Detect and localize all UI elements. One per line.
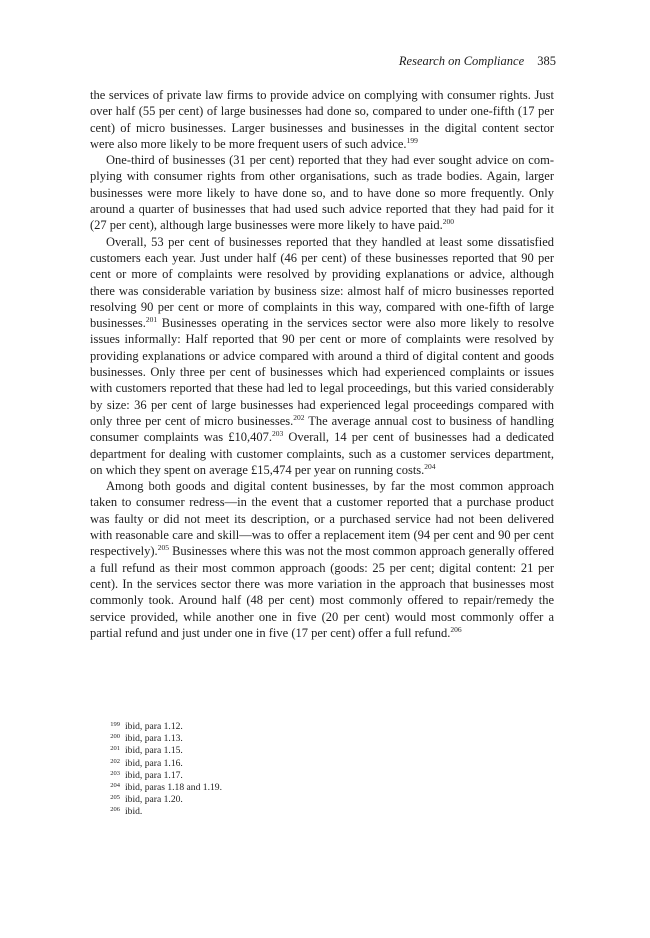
body-text [90,87,554,641]
footnote: 206 ibid. [110,806,143,818]
footnote-ref: 199 [406,135,418,145]
footnote: 201 ibid, para 1.15. [110,745,183,757]
footnote-text: ibid, para 1.12. [125,721,183,732]
footnote-text: ibid. [125,806,143,818]
paragraph [90,152,554,233]
footnote: 200 ibid, para 1.13. [110,733,183,745]
paragraph [90,87,554,152]
text-run: Overall, 14 per cent of businesses had a dedicated department for dealing with customer complaints, such as a customer services department, on which they spent on average £15,474 per year on running costs. [90,430,555,477]
footnote-ref: 205 [157,543,169,553]
running-head-title: Research on Compliance [398,54,525,68]
text-run: the services of private law firms to provide advice on complying with consumer rights. Just over half (55 per cent) of large businesses had done so, compared to under one-fifth (17 per cent) of micro businesses. Larger businesses and businesses in the digital content sector were also more likely to be more frequent users of such advice. [90,88,554,151]
footnote-text: ibid, para 1.17. [125,769,183,781]
footnote-text: ibid, para 1.15. [125,745,183,757]
text-run: Overall, 53 per cent of businesses reported that they handled at least some dissatisfied customers each year. Just under half (46 per cent) of these businesses reported that 90 per cent or more of complaints were resolved by providing explanations or advice, although there was considerable variation by business size: almost half of micro businesses reported resolving 90 per cent or more of complaints in this way, compared with one-fifth of large businesses. [90,234,554,331]
text-run: Businesses operating in the services sector were also more likely to resolve issues informally: Half reported that 90 per cent or more of complaints were resolved by providing explanations or advice compared with around a third of digital content and goods businesses. Only three per cent of businesses which had experienced complaints or issues with customers reported that these had led to legal proceedings, but this varied considerably by size: 36 per cent of large businesses had experienced legal proceedings compared with only three per cent of micro businesses. [90,316,554,428]
footnote: 199 ibid, para 1.12. [110,721,183,732]
footnote-ref: 202 [293,412,305,422]
footnote-ref: 203 [272,429,284,439]
footnote-text: ibid, para 1.13. [125,733,183,745]
paragraph [90,478,554,641]
text-run: One-third of businesses (31 per cent) reported that they had ever sought advice on complying with consumer rights from other organisations, such as trade bodies. Again, larger businesses were more likely to have done so, and to have done so more frequently. Only around a quarter of businesses that had used such advice reported that they had paid for it (27 per cent), although large businesses were more likely to have paid. [90,153,554,233]
footnote-text: ibid, paras 1.18 and 1.19. [125,782,222,794]
text-run: Among both goods and digital content businesses, by far the most common approach taken to consumer redress—in the event that a customer reported that a purchase product was faulty or did not meet its description, or a purchased service had not been delivered with reasonable care and skill—was to offer a replacement item (94 per cent and 90 per cent respectively). [90,479,554,559]
footnote-ref: 206 [450,624,462,634]
footnote-ref: 204 [424,461,436,471]
footnote-ref: 200 [442,217,455,227]
running-head [399,54,556,69]
footnote-ref: 201 [145,315,158,325]
footnotes [104,721,222,819]
page-number: 385 [537,54,556,68]
paragraph [90,234,554,478]
footnote: 204 ibid, paras 1.18 and 1.19. [110,782,222,794]
text-run: The average annual cost to business of handling consumer complaints was £10,407. [90,413,554,445]
footnote-text: ibid, para 1.20. [125,794,183,806]
text-run: Businesses where this was not the most common approach generally offered a full refund as their most common approach (goods: 25 per cent; digital content: 21 per cent). In the services sector there was more variation in the approach that businesses most commonly took. Around half (48 per cent) most commonly offered to repair/remedy the service provided, while another one in five (20 per cent) would most commonly offer a partial refund and just under one in five (17 per cent) offer a full refund. [90,544,554,640]
footnote: 205 ibid, para 1.20. [110,794,183,806]
footnote: 203 ibid, para 1.17. [110,769,183,781]
footnote-text: ibid, para 1.16. [125,757,183,769]
footnote: 202 ibid, para 1.16. [110,757,183,769]
